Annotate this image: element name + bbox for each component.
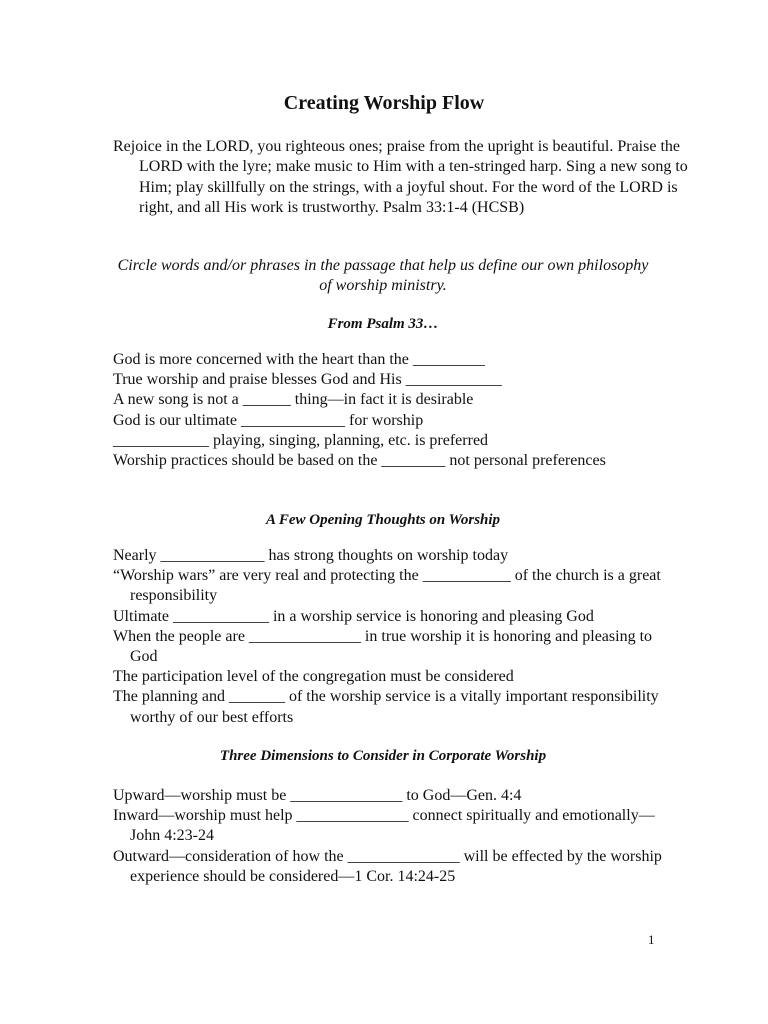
instruction-note: Circle words and/or phrases in the passage that help us define our own philosophy of worship ministry. <box>117 257 649 295</box>
list-item: Outward—consideration of how the ______________ will be effected by the worship experience should be considered—1 Cor. 14:24-25 <box>113 847 662 885</box>
section-list-dimensions <box>113 786 673 887</box>
page-title: Creating Worship Flow <box>283 92 485 114</box>
list-item: Ultimate ____________ in a worship service is honoring and pleasing God <box>113 607 594 625</box>
list-item: Upward—worship must be ______________ to God—Gen. 4:4 <box>113 787 522 804</box>
section-heading-psalm: From Psalm 33… <box>327 316 439 332</box>
list-item: “Worship wars” are very real and protecting the ___________ of the church is a great responsibility <box>113 567 661 605</box>
list-item: A new song is not a ______ thing—in fact it is desirable <box>113 391 474 409</box>
scripture-passage: Rejoice in the LORD, you righteous ones; praise from the upright is beautiful. Praise the LORD with the lyre; make music to Him with a ten-stringed harp. Sing a new song to Him; play skillfully on the strings, with a joyful shout. For the word of the LORD is right, and all His work is trustworthy. Psalm 33:1-4 (HCSB) <box>113 138 688 216</box>
list-item: God is our ultimate _____________ for worship <box>113 411 424 429</box>
list-item: Worship practices should be based on the ________ not personal preferences <box>113 452 606 470</box>
list-item: Inward—worship must help ______________ connect spiritually and emotionally—John 4:23-24 <box>113 807 655 845</box>
section-heading-opening: A Few Opening Thoughts on Worship <box>265 512 501 528</box>
list-item: Nearly _____________ has strong thoughts on worship today <box>113 547 509 564</box>
list-item: True worship and praise blesses God and His ____________ <box>113 371 502 389</box>
list-item: ____________ playing, singing, planning, etc. is preferred <box>113 431 489 449</box>
list-item: The planning and _______ of the worship service is a vitally important responsibility worthy of our best efforts <box>113 688 659 726</box>
page-number: 1 <box>648 932 655 947</box>
list-item: God is more concerned with the heart than the _________ <box>113 351 485 368</box>
section-list-psalm <box>113 350 673 471</box>
list-item: The participation level of the congregation must be considered <box>113 668 514 686</box>
list-item: When the people are ______________ in true worship it is honoring and pleasing to God <box>113 627 653 666</box>
section-list-opening <box>113 546 673 728</box>
section-heading-dimensions: Three Dimensions to Consider in Corporate Worship <box>219 748 547 764</box>
